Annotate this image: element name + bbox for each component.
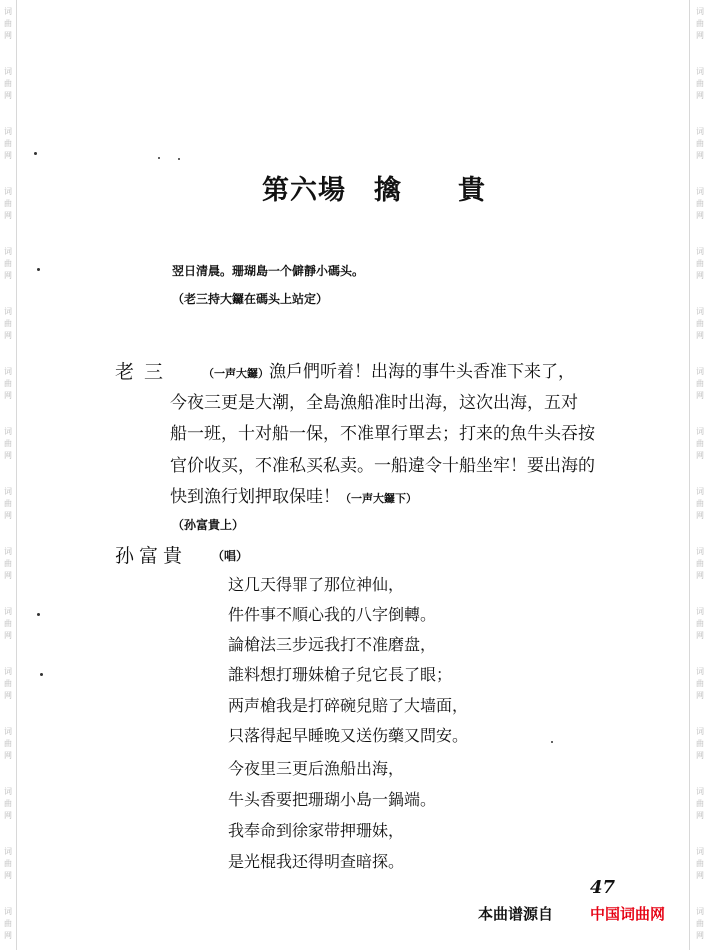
- watermark-mark: 词 曲 网: [4, 787, 12, 820]
- source-site-link[interactable]: 中国词曲网: [590, 905, 666, 923]
- watermark-mark: 词 曲 网: [4, 667, 12, 700]
- watermark-mark: 词 曲 网: [696, 547, 704, 580]
- scan-speck: [551, 741, 553, 743]
- watermark-mark: 词 曲 网: [696, 427, 704, 460]
- watermark-mark: 词 曲 网: [696, 127, 704, 160]
- watermark-mark: 词 曲 网: [4, 547, 12, 580]
- speech-aside: （一声大鑼下）: [340, 492, 417, 505]
- watermark-mark: 词 曲 网: [4, 427, 12, 460]
- watermark-mark: 词 曲 网: [696, 607, 704, 640]
- verse-line: 論槍法三步远我打不准磨盘，: [228, 635, 437, 654]
- watermark-mark: 词 曲 网: [696, 307, 704, 340]
- watermark-mark: 词 曲 网: [4, 367, 12, 400]
- speech-line: 官价收买，不准私买私卖。一船違令十船坐牢！要出海的: [170, 456, 595, 476]
- watermark-mark: 词 曲 网: [4, 127, 12, 160]
- watermark-mark: 词 曲 网: [4, 847, 12, 880]
- watermark-mark: 词 曲 网: [696, 187, 704, 220]
- watermark-mark: 词 曲 网: [696, 67, 704, 100]
- verse-line: 我奉命到徐家带押珊妹，: [228, 821, 405, 840]
- verse-line: 是光棍我还得明查暗探。: [228, 852, 405, 871]
- stage-direction-action: （老三持大鑼在碼头上站定）: [172, 292, 329, 306]
- watermark-mark: 词 曲 网: [696, 667, 704, 700]
- verse-line: 只落得起早睡晚又送伤藥又問安。: [228, 726, 469, 745]
- watermark-mark: 词 曲 网: [696, 487, 704, 520]
- speaker-laosan: 老三: [115, 361, 174, 383]
- verse-line: 今夜里三更后漁船出海，: [228, 759, 405, 778]
- speech-line: 今夜三更是大潮，全島漁船准时出海，这次出海，五对: [170, 393, 578, 413]
- watermark-mark: 词 曲 网: [4, 247, 12, 280]
- watermark-mark: 词 曲 网: [4, 187, 12, 220]
- speech-aside: （一声大鑼）: [203, 367, 269, 380]
- verse-line: 誰料想打珊妹槍子兒它長了眼；: [228, 665, 453, 684]
- watermark-mark: 词 曲 网: [4, 607, 12, 640]
- verse-line: 这几天得罪了那位神仙，: [228, 575, 405, 594]
- watermark-mark: 词 曲 网: [696, 7, 704, 40]
- stage-direction-setting: 翌日清晨。珊瑚島一个僻靜小碼头。: [172, 264, 365, 278]
- page-number: 47: [590, 877, 616, 898]
- scan-speck: [34, 152, 37, 155]
- speech-line: [203, 357, 575, 382]
- stage-direction-entrance: （孙富貴上）: [172, 518, 245, 532]
- scene-title: 第六場 擒 貴: [262, 175, 486, 206]
- speaker-sunfugui: 孙富貴: [115, 545, 188, 567]
- speech-line: 船一班，十对船一保，不准單行單去；打来的魚牛头吞按: [170, 424, 595, 444]
- watermark-mark: 词 曲 网: [4, 487, 12, 520]
- verse-line: 两声槍我是打碎碗兒賠了大墙面，: [228, 696, 469, 715]
- watermark-mark: 词 曲 网: [696, 247, 704, 280]
- speech-text: 快到漁行划押取保哇！: [170, 487, 340, 507]
- scan-speck: [40, 673, 43, 676]
- watermark-mark: 词 曲 网: [4, 727, 12, 760]
- watermark-mark: 词 曲 网: [4, 67, 12, 100]
- watermark-mark: 词 曲 网: [4, 7, 12, 40]
- watermark-mark: 词 曲 网: [696, 787, 704, 820]
- watermark-mark: 词 曲 网: [696, 907, 704, 940]
- watermark-mark: 词 曲 网: [4, 907, 12, 940]
- scan-speck: [37, 613, 40, 616]
- verse-line: 牛头香要把珊瑚小島一鍋端。: [228, 790, 437, 809]
- scan-speck: [158, 157, 160, 159]
- verse-line: 件件事不順心我的八字倒轉。: [228, 605, 437, 624]
- watermark-mark: 词 曲 网: [696, 847, 704, 880]
- scan-speck: [178, 158, 180, 160]
- scan-speck: [37, 268, 40, 271]
- source-label: 本曲谱源自: [478, 905, 554, 923]
- watermark-mark: 词 曲 网: [696, 367, 704, 400]
- speech-text: 漁戶們听着！出海的事牛头香准下来了，: [269, 362, 575, 382]
- singing-aside: （唱）: [212, 549, 249, 563]
- watermark-mark: 词 曲 网: [4, 307, 12, 340]
- watermark-mark: 词 曲 网: [696, 727, 704, 760]
- speech-line: [170, 482, 417, 507]
